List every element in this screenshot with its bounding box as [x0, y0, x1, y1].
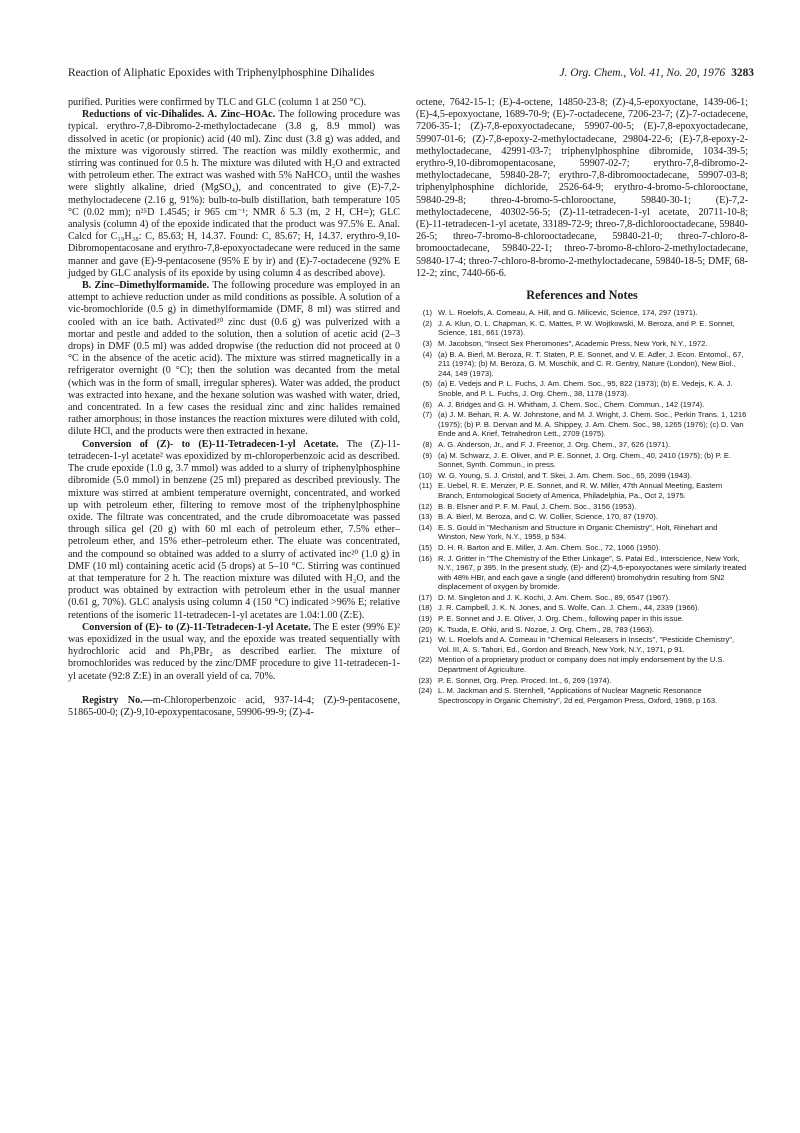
reference-item	[416, 451, 748, 470]
reference-number: (1)	[422, 308, 432, 318]
paragraph-heading: Conversion of (Z)- to (E)-11-Tetradecen-1-yl Acetate.	[82, 438, 339, 450]
references-list	[416, 308, 748, 705]
reference-item	[416, 319, 748, 338]
reference-text: W. G. Young, S. J. Cristol, and T. Skei, J. Am. Chem. Soc., 65, 2099 (1943).	[438, 470, 692, 480]
reference-number: (2)	[422, 318, 432, 328]
reference-item	[416, 502, 748, 512]
reference-number: (11)	[419, 481, 432, 491]
reference-text: R. J. Gritter in "The Chemistry of the Ether Linkage", S. Patai Ed., Interscience, New York, N.Y., 1967, p 395. In the present study, (E)- and (Z)-4,5-epoxyoctanes were similarly treated with 48% HBr, and each gave a single (and different) bromohydrin resulting from SN2 displacement of oxygen by bromide.	[438, 553, 747, 592]
reference-number: (3)	[422, 339, 432, 349]
reference-text: P. E. Sonnet and J. E. Oliver, J. Org. Chem., following paper in this issue.	[438, 614, 684, 624]
registry-heading: Registry No.—	[82, 694, 153, 706]
paragraph-heading: Conversion of (E)- to (Z)-11-Tetradecen-1-yl Acetate.	[82, 621, 311, 633]
reference-text: D. H. R. Barton and E. Miller, J. Am. Chem. Soc., 72, 1066 (1950).	[438, 542, 661, 552]
reference-item	[416, 400, 748, 410]
reference-text: E. S. Gould in "Mechanism and Structure in Organic Chemistry", Holt, Rinehart and Winston, New York, N.Y., 1959, p 534.	[438, 522, 718, 542]
left-column	[68, 97, 400, 719]
reference-text: (a) E. Vedejs and P. L. Fuchs, J. Am. Chem. Soc., 95, 822 (1973); (b) E. Vedejs, K. A. J. Snoble, and P. L. Fuchs, J. Org. Chem., 38, 1178 (1973).	[438, 379, 733, 398]
right-column	[416, 97, 748, 706]
reference-item	[416, 350, 748, 379]
paragraph	[68, 109, 400, 280]
reference-text: (a) B. A. Bierl, M. Beroza, R. T. Staten, P. E. Sonnet, and V. E. Adler, J. Econ. Entomol., 67, 211 (1974); (b) M. Beroza, G. M. Muschik, and C. R. Gentry, Nature (London), New Biol., 244, 149 (1973).	[438, 349, 744, 378]
journal-name: J. Org. Chem., Vol. 41, No. 20, 1976	[559, 67, 726, 79]
registry-text: m-Chloroperbenzoic acid, 937-14-4; (Z)-9-pentacosene, 51865-00-0; (Z)-9,10-epoxypentacosane, 59906-99-9; (Z)-4-	[68, 694, 400, 718]
reference-item	[416, 554, 748, 592]
reference-number: (17)	[418, 592, 432, 602]
reference-number: (15)	[418, 542, 432, 552]
paragraph-text: purified. Purities were confirmed by TLC and GLC (column 1 at 250 °C).	[68, 97, 367, 108]
reference-text: L. M. Jackman and S. Sternhell, "Applications of Nuclear Magnetic Resonance Spectroscopy in Organic Chemistry", 2d ed, Pergamon Press, Oxford, 1969, p 163.	[438, 686, 718, 705]
reference-text: E. Uebel, R. E. Menzer, P. E. Sonnet, and R. W. Miller, 47th Annual Meeting, Eastern Branch, Entomological Society of America, Philadelphia, Pa., Oct 2, 1975.	[438, 481, 723, 500]
reference-text: M. Jacobson, "Insect Sex Pheromones", Academic Press, New York, N.Y., 1972.	[438, 339, 708, 349]
paragraph	[68, 622, 400, 683]
reference-number: (22)	[418, 655, 432, 665]
reference-item	[416, 308, 748, 318]
reference-item	[416, 339, 748, 349]
running-header	[68, 67, 754, 83]
reference-number: (18)	[418, 603, 432, 613]
reference-item	[416, 655, 748, 674]
paragraph	[68, 439, 400, 622]
paragraph	[68, 97, 400, 109]
reference-item	[416, 512, 748, 522]
reference-number: (4)	[422, 349, 432, 359]
paragraph-text: The (Z)-11-tetradecen-1-yl acetate² was epoxidized by m-chloroperbenzoic acid as described. The crude epoxide (1.0 g, 3.7 mmol) was added to a slurry of triphenylphosphine dibromide (5.0 mmol) in benzene (25 ml) prepared as described previously. The mixture was stirred at ambient temperature overnight, concentrated, and worked up with petroleum ether, filtering to remove most of the triphenylphosphine oxide. The filtrate was concentrated, and the crude dibromoacetate was passed through silica gel (20 g) with 60 ml each of petroleum ether, 7.5% ether–petroleum ether, and 15% ether–petroleum ether. The eluate was concentrated, and the compound so obtained was added to a slurry of activated inc²⁰ (1.0 g) in DMF (10 ml) containing acetic acid (5 drops) at 5–10 °C. Stirring was continued at that temperature for 2 h. The reaction mixture was diluted with H₂O, and the product was obtained by extraction with petroleum ether in the usual manner (0.61 g, 70%). GLC analysis using column 4 (150 °C) indicated >96% E; relative retentions of the isomeric 11-tetradecen-1-yl acetates are 1.04:1.00 (Z:E).	[68, 438, 400, 621]
reference-item	[416, 625, 748, 635]
reference-number: (5)	[422, 379, 432, 389]
reference-text: K. Tsuda, E. Ohki, and S. Nozoe, J. Org. Chem., 28, 783 (1963).	[438, 624, 654, 634]
reference-text: Mention of a proprietary product or company does not imply endorsement by the U.S. Department of Agriculture.	[438, 655, 725, 675]
reference-item	[416, 379, 748, 398]
reference-item	[416, 471, 748, 481]
reference-item	[416, 523, 748, 542]
paragraph-text: The E ester (99% E)² was epoxidized in the usual way, and the epoxide was treated sequentially with hydrochloric acid and Ph₃PBr₂ as described earlier. The mixture of bromochlorides was reduced by the zinc/DMF procedure to give 11-tetradecen-1-yl acetate (92:8 Z:E) in an overall yield of ca. 70%.	[68, 621, 400, 682]
reference-item	[416, 614, 748, 624]
reference-item	[416, 410, 748, 439]
reference-item	[416, 676, 748, 686]
paragraph-heading: B. Zinc–Dimethylformamide.	[82, 280, 210, 292]
paragraph-text: The following procedure was typical. erythro-7,8-Dibromo-2-methyloctadecane (3.8 g, 8.9 mmol) was dissolved in acetic (or propionic) acid (40 ml). Zinc dust (3.8 g) was added, and the mixture was vigorously stirred. The reaction was mildly exothermic, and stirring was continued for 0.5 h. The mixture was diluted with H₂O and extracted with petroleum ether. The extract was washed with 5% NaHCO₃ until the washes were slightly alkaline, dried (MgSO₄), and concentrated to give (E)-7,2-methyloctadecene (2.16 g, 91%): bulb-to-bulb distillation, bath temperature 105 °C (0.02 mm); n²⁵D 1.4545; ir 965 cm⁻¹; NMR δ 5.3 (m, 2 H, CH=); GLC analysis (column 4) of the epoxide indicated that the product was 97.5% E. Anal. Calcd for C₁₉H₃₈: C, 85.63; H, 14.37. Found: C, 85.67; H, 14.37. erythro-9,10-Dibromopentacosane and erythro-7,8-epoxyoctadecane were reduced in the same manner and gave (E)-9-pentacosene (95% E by ir) and (E)-7-octadecene (92% E judged by GLC analysis of its epoxide by using column 4 as described above).	[68, 109, 401, 279]
reference-number: (24)	[418, 686, 432, 696]
paragraph-text: The following procedure was employed in an attempt to achieve reduction under as mild conditions as possible. A solution of a vic-bromochloride (0.5 g) in dimethylformamide (DMF, 8 ml) was stirred and cooled with an ice bath. Activated²⁰ zinc dust (0.6 g) was pulverized with a mortar and pestle and added to the solution, then a solution of acetic acid (2–3 drops) in DMF (0.5 ml) was added dropwise (the reduction did not proceed at 0 °C in the absence of the acetic acid). The mixture was stirred magnetically in a refrigerator overnight (0 °C); then the solution was decanted from the metal (which was in the form of small, irregular spheres). Water was added, the product was extracted into hexane, and the hexane solution was washed with water, dried, and concentrated. In a few cases the residual zinc and zinc halides remained rather amorphous; in those instances the reaction mixtures were diluted with cold, dilute HCl, and the products were then extracted in hexane.	[68, 280, 400, 438]
reference-number: (7)	[422, 410, 432, 420]
reference-number: (16)	[418, 553, 432, 563]
reference-number: (13)	[418, 512, 432, 522]
reference-text: B. B. Elsner and P. F. M. Paul, J. Chem. Soc., 3156 (1953).	[438, 501, 637, 511]
reference-item	[416, 593, 748, 603]
reference-text: (a) M. Schwarz, J. E. Oliver, and P. E. Sonnet, J. Org. Chem., 40, 2410 (1975); (b) P. E. Sonnet, Synth. Commun., in press.	[438, 450, 732, 470]
reference-text: P. E. Sonnet, Org. Prep. Proced. Int., 6, 269 (1974).	[438, 675, 612, 685]
page-number: 3283	[731, 67, 754, 79]
reference-number: (21)	[418, 635, 432, 645]
reference-number: (9)	[422, 450, 432, 460]
reference-item	[416, 440, 748, 450]
reference-text: B. A. Bierl, M. Beroza, and C. W. Collier, Science, 170, 87 (1970).	[438, 512, 658, 522]
reference-text: A. G. Anderson, Jr., and F. J. Freenor, J. Org. Chem., 37, 626 (1971).	[438, 439, 671, 449]
reference-text: D. M. Singleton and J. K. Kochi, J. Am. Chem. Soc., 89, 6547 (1967).	[438, 592, 671, 602]
reference-number: (14)	[418, 522, 432, 532]
reference-number: (12)	[418, 501, 432, 511]
references-heading: References and Notes	[526, 288, 638, 303]
reference-text: (a) J. M. Behan, R. A. W. Johnstone, and M. J. Wright, J. Chem. Soc., Perkin Trans. 1, 1216 (1975); (b) P. B. Dervan and M. A. Shippey, J. Am. Chem. Soc., 98, 1265 (1976); (c) D. Van Ende and A. Krief, Tetrahedron Lett., 2709 (1975).	[438, 410, 747, 439]
reference-number: (8)	[422, 439, 432, 449]
reference-number: (20)	[418, 624, 432, 634]
reference-number: (23)	[418, 675, 432, 685]
reference-number: (19)	[418, 614, 432, 624]
reference-item	[416, 686, 748, 705]
registry-numbers	[68, 695, 400, 719]
reference-number: (6)	[422, 399, 432, 409]
reference-text: J. A. Klun, O. L. Chapman, K. C. Mattes, P. W. Wojtkowski, M. Beroza, and P. E. Sonnet, Science, 181, 661 (1973).	[438, 318, 735, 338]
reference-item	[416, 635, 748, 654]
reference-text: W. L. Roelofs, A. Comeau, A. Hill, and G. Milicevic, Science, 174, 297 (1971).	[438, 308, 698, 318]
paragraph-heading: Reductions of vic-Dihalides. A. Zinc–HOAc.	[82, 109, 276, 121]
reference-text: A. J. Bridges and G. H. Whitham, J. Chem. Soc., Chem. Commun., 142 (1974).	[438, 399, 705, 409]
journal-citation	[560, 67, 754, 79]
reference-text: J. R. Campbell, J. K. N. Jones, and S. Wolfe, Can. J. Chem., 44, 2339 (1966).	[438, 603, 700, 613]
reference-item	[416, 543, 748, 553]
running-title: Reaction of Aliphatic Epoxides with Triphenylphosphine Dihalides	[68, 67, 375, 79]
reference-text: W. L. Roelofs and A. Comeau in "Chemical Releasers in Insects", "Pesticide Chemistry", Vol. III, A. S. Tahori, Ed., Gordon and Breach, New York, N.Y., 1971, p 91.	[438, 635, 735, 654]
paragraph	[68, 280, 400, 439]
reference-item	[416, 481, 748, 500]
reference-item	[416, 603, 748, 613]
reference-number: (10)	[418, 470, 432, 480]
registry-continued: octene, 7642-15-1; (E)-4-octene, 14850-23-8; (Z)-4,5-epoxyoctane, 1439-06-1; (E)-4,5-epoxyoctane, 1689-70-9; (E)-7-octadecene, 7206-23-7; (Z)-7-octadecene, 7206-35-1; (Z)-7,8-epoxyoctadecane, 59907-00-5; (E)-7,8-epoxyoctadecane, 59907-01-6; (Z)-7,8-epoxy-2-methyloctadecane, 29804-22-6; (E)-7,8-epoxy-2-methyloctadecane, 42991-03-7; triphenylphosphine dibromide, 1034-39-5; erythro-9,10-dibromopentacosane, 59907-02-7; erythro-7,8-dibromo-2-methyloctadecane, 59840-28-7; erythro-7,8-dibromooctadecane, 59907-03-8; triphenylphosphine dichloride, 2526-64-9; erythro-4-bromo-5-chlorooctane, 59840-29-8; threo-4-bromo-5-chlorooctane, 59840-30-1; (E)-7,2-methyloctadecene, 40302-56-5; (Z)-11-tetradecen-1-yl acetate, 20711-10-8; (E)-11-tetradecen-1-yl acetate, 33189-72-9; threo-7,8-dichlorooctadecane, 59840-26-5; threo-7-bromo-8-chlorooctadecane, 59840-21-0; threo-7-chloro-8-bromooctadecane, 59840-22-1; threo-7-bromo-8-chloro-2-methyloctadecane, 59840-17-4; threo-7-chloro-8-bromo-2-methyloctadecane, 59840-18-5; DMF, 68-12-2; zinc, 7440-66-6.	[416, 97, 748, 279]
